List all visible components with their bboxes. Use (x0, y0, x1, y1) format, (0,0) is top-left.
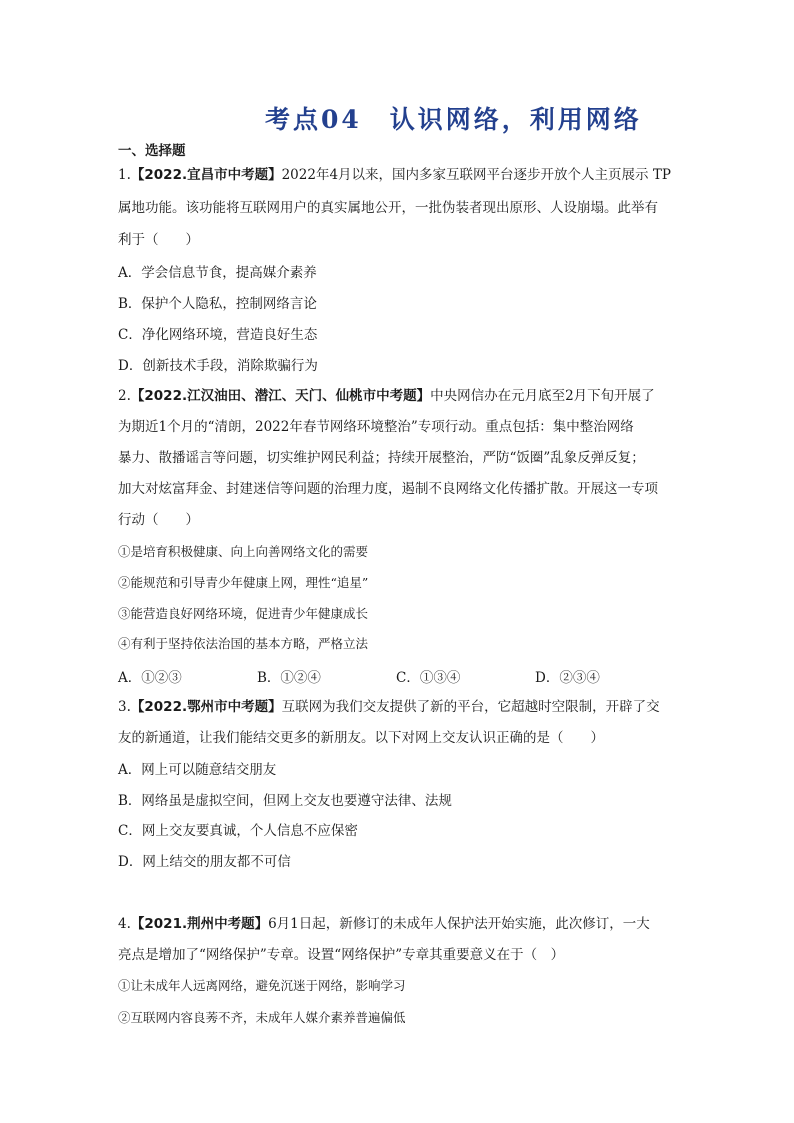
q3-number: 3. (118, 699, 131, 715)
q4-line-1 (118, 915, 650, 933)
q1-option-a: A．学会信息节食，提高媒介素养 (118, 265, 317, 281)
q2-line-3: 暴力、散播谣言等问题，切实维护网民利益；持续开展整治，严防“饭圈”乱象反弹反复； (118, 450, 645, 466)
q2-text-1: 中央网信办在元月底至2月下旬开展了 (430, 388, 655, 404)
q2-source: 【2022.江汉油田、潜江、天门、仙桃市中考题】 (130, 388, 431, 404)
q1-option-c: C．净化网络环境，营造良好生态 (118, 327, 318, 343)
q2-item-1: ①是培育积极健康、向上向善网络文化的需要 (118, 544, 369, 559)
q3-line-2: 友的新通道，让我们能结交更多的新朋友。以下对网上交友认识正确的是（ ） (118, 730, 604, 746)
q1-line-3: 利于（ ） (118, 232, 199, 248)
q3-option-a: A．网上可以随意结交朋友 (118, 762, 277, 778)
q2-item-4: ④有利于坚持依法治国的基本方略，严格立法 (118, 636, 369, 651)
q3-source: 【2022.鄂州市中考题】 (130, 699, 282, 715)
q4-number: 4. (118, 916, 131, 932)
q1-line-2: 属地功能。该功能将互联网用户的真实属地公开，一批伪装者现出原形、人设崩塌。此举有 (118, 200, 658, 216)
q4-item-1: ①让未成年人远离网络，避免沉迷于网络，影响学习 (118, 978, 406, 993)
q1-number: 1. (118, 167, 131, 183)
q3-line-1 (118, 698, 660, 716)
q2-line-5: 行动（ ） (118, 512, 199, 528)
q1-option-d: D．创新技术手段，消除欺骗行为 (118, 358, 318, 374)
q2-choice-d: D．②③④ (535, 670, 600, 686)
q2-line-1 (118, 387, 655, 405)
q2-choice-b: B．①②④ (257, 670, 321, 686)
q1-option-b: B．保护个人隐私，控制网络言论 (118, 296, 317, 312)
q1-line-1 (118, 166, 671, 184)
q3-option-d: D．网上结交的朋友都不可信 (118, 854, 291, 870)
q2-item-2: ②能规范和引导青少年健康上网，理性“追星” (118, 575, 369, 590)
section-heading: 一、选择题 (118, 143, 186, 159)
q3-text-1: 互联网为我们交友提供了新的平台，它超越时空限制，开辟了交 (281, 699, 660, 715)
q2-choice-a: A．①②③ (118, 670, 182, 686)
q3-option-b: B．网络虽是虚拟空间，但网上交友也要遵守法律、法规 (118, 793, 452, 809)
q2-choice-c: C．①③④ (396, 670, 461, 686)
q4-line-2: 亮点是增加了“网络保护”专章。设置“网络保护”专章其重要意义在于（ ） (118, 947, 565, 963)
q4-text-1: 6月1日起，新修订的未成年人保护法开始实施，此次修订，一大 (268, 916, 650, 932)
q1-source: 【2022.宜昌市中考题】 (130, 167, 282, 183)
q4-source: 【2021.荆州中考题】 (130, 916, 269, 932)
q4-item-2: ②互联网内容良莠不齐，未成年人媒介素养普遍偏低 (118, 1010, 406, 1025)
q2-number: 2. (118, 388, 131, 404)
q2-line-4: 加大对炫富拜金、封建迷信等问题的治理力度，遏制不良网络文化传播扩散。开展这一专项 (118, 481, 658, 497)
q2-line-2: 为期近1个月的“清朗，2022年春节网络环境整治”专项行动。重点包括：集中整治网络 (118, 419, 634, 435)
q3-option-c: C．网上交友要真诚，个人信息不应保密 (118, 823, 358, 839)
q2-item-3: ③能营造良好网络环境，促进青少年健康成长 (118, 606, 369, 621)
page-title: 考点04 认识网络，利用网络 (265, 105, 642, 134)
q1-text-1: 2022年4月以来，国内多家互联网平台逐步开放个人主页展示 TP (281, 167, 671, 183)
